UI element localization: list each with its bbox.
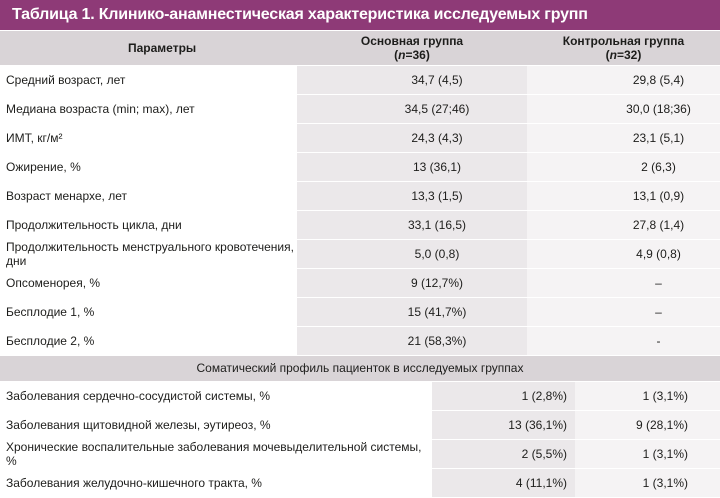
row-main-value: 9 (12,7%) — [297, 269, 527, 298]
header-main-group-n: n — [398, 48, 406, 62]
row-main-value: 4 (11,1%) — [432, 469, 575, 498]
table-header-row — [0, 31, 720, 66]
table-row — [0, 382, 720, 411]
row-main-value: 15 (41,7%) — [297, 298, 527, 327]
row-label: Продолжительность цикла, дни — [0, 211, 297, 240]
row-control-value: 1 (3,1%) — [575, 382, 720, 411]
row-control-value: – — [527, 298, 720, 327]
row-main-value: 13 (36,1%) — [432, 411, 575, 440]
header-control-group — [527, 31, 720, 66]
row-control-value: - — [527, 327, 720, 356]
row-control-value: 13,1 (0,9) — [527, 182, 720, 211]
row-main-value: 34,5 (27;46) — [297, 95, 527, 124]
header-control-group-n: n — [609, 48, 617, 62]
header-control-group-paren-open: ( — [605, 48, 610, 62]
row-label: Средний возраст, лет — [0, 66, 297, 95]
row-control-value: 27,8 (1,4) — [527, 211, 720, 240]
row-label: Бесплодие 2, % — [0, 327, 297, 356]
header-main-group-name: Основная группа — [360, 34, 464, 48]
table-row — [0, 298, 720, 327]
table-row — [0, 469, 720, 498]
row-label: Ожирение, % — [0, 153, 297, 182]
row-label: Бесплодие 1, % — [0, 298, 297, 327]
table-row — [0, 153, 720, 182]
header-parameters: Параметры — [0, 31, 297, 66]
row-label: Опсоменорея, % — [0, 269, 297, 298]
header-main-group-count: =36) — [405, 48, 430, 62]
header-control-group-name: Контрольная группа — [562, 34, 685, 48]
row-main-value: 33,1 (16,5) — [297, 211, 527, 240]
row-control-value: 29,8 (5,4) — [527, 66, 720, 95]
row-label: Возраст менархе, лет — [0, 182, 297, 211]
table-row — [0, 66, 720, 95]
header-main-group-paren-open: ( — [394, 48, 399, 62]
table-row — [0, 211, 720, 240]
table-row — [0, 269, 720, 298]
characteristics-table — [0, 31, 720, 356]
row-label: ИМТ, кг/м² — [0, 124, 297, 153]
row-main-value: 13 (36,1) — [297, 153, 527, 182]
row-label: Заболевания желудочно-кишечного тракта, % — [0, 469, 432, 498]
row-main-value: 21 (58,3%) — [297, 327, 527, 356]
row-control-value: 30,0 (18;36) — [527, 95, 720, 124]
table-row — [0, 124, 720, 153]
row-main-value: 1 (2,8%) — [432, 382, 575, 411]
table-row — [0, 95, 720, 124]
row-main-value: 5,0 (0,8) — [297, 240, 527, 269]
row-control-value: 2 (6,3) — [527, 153, 720, 182]
row-control-value: 9 (28,1%) — [575, 411, 720, 440]
table-row — [0, 240, 720, 269]
somatic-profile-table — [0, 382, 720, 498]
header-main-group — [297, 31, 527, 66]
row-control-value: 23,1 (5,1) — [527, 124, 720, 153]
row-control-value: – — [527, 269, 720, 298]
row-label: Заболевания щитовидной железы, эутиреоз, % — [0, 411, 432, 440]
row-label: Продолжительность менструального кровотечения, дни — [0, 240, 297, 269]
somatic-profile-heading: Соматический профиль пациенток в исследуемых группах — [0, 356, 720, 382]
row-label: Медиана возраста (min; max), лет — [0, 95, 297, 124]
row-control-value: 1 (3,1%) — [575, 440, 720, 469]
row-main-value: 34,7 (4,5) — [297, 66, 527, 95]
row-control-value: 4,9 (0,8) — [527, 240, 720, 269]
row-main-value: 2 (5,5%) — [432, 440, 575, 469]
row-control-value: 1 (3,1%) — [575, 469, 720, 498]
table-row — [0, 182, 720, 211]
row-main-value: 13,3 (1,5) — [297, 182, 527, 211]
header-control-group-count: =32) — [616, 48, 642, 62]
row-main-value: 24,3 (4,3) — [297, 124, 527, 153]
table-title: Таблица 1. Клинико-анамнестическая характеристика исследуемых групп — [0, 0, 720, 31]
table-row — [0, 327, 720, 356]
row-label: Заболевания сердечно-сосудистой системы, % — [0, 382, 432, 411]
table-row — [0, 411, 720, 440]
table-row — [0, 440, 720, 469]
row-label: Хронические воспалительные заболевания мочевыделительной системы, % — [0, 440, 432, 469]
